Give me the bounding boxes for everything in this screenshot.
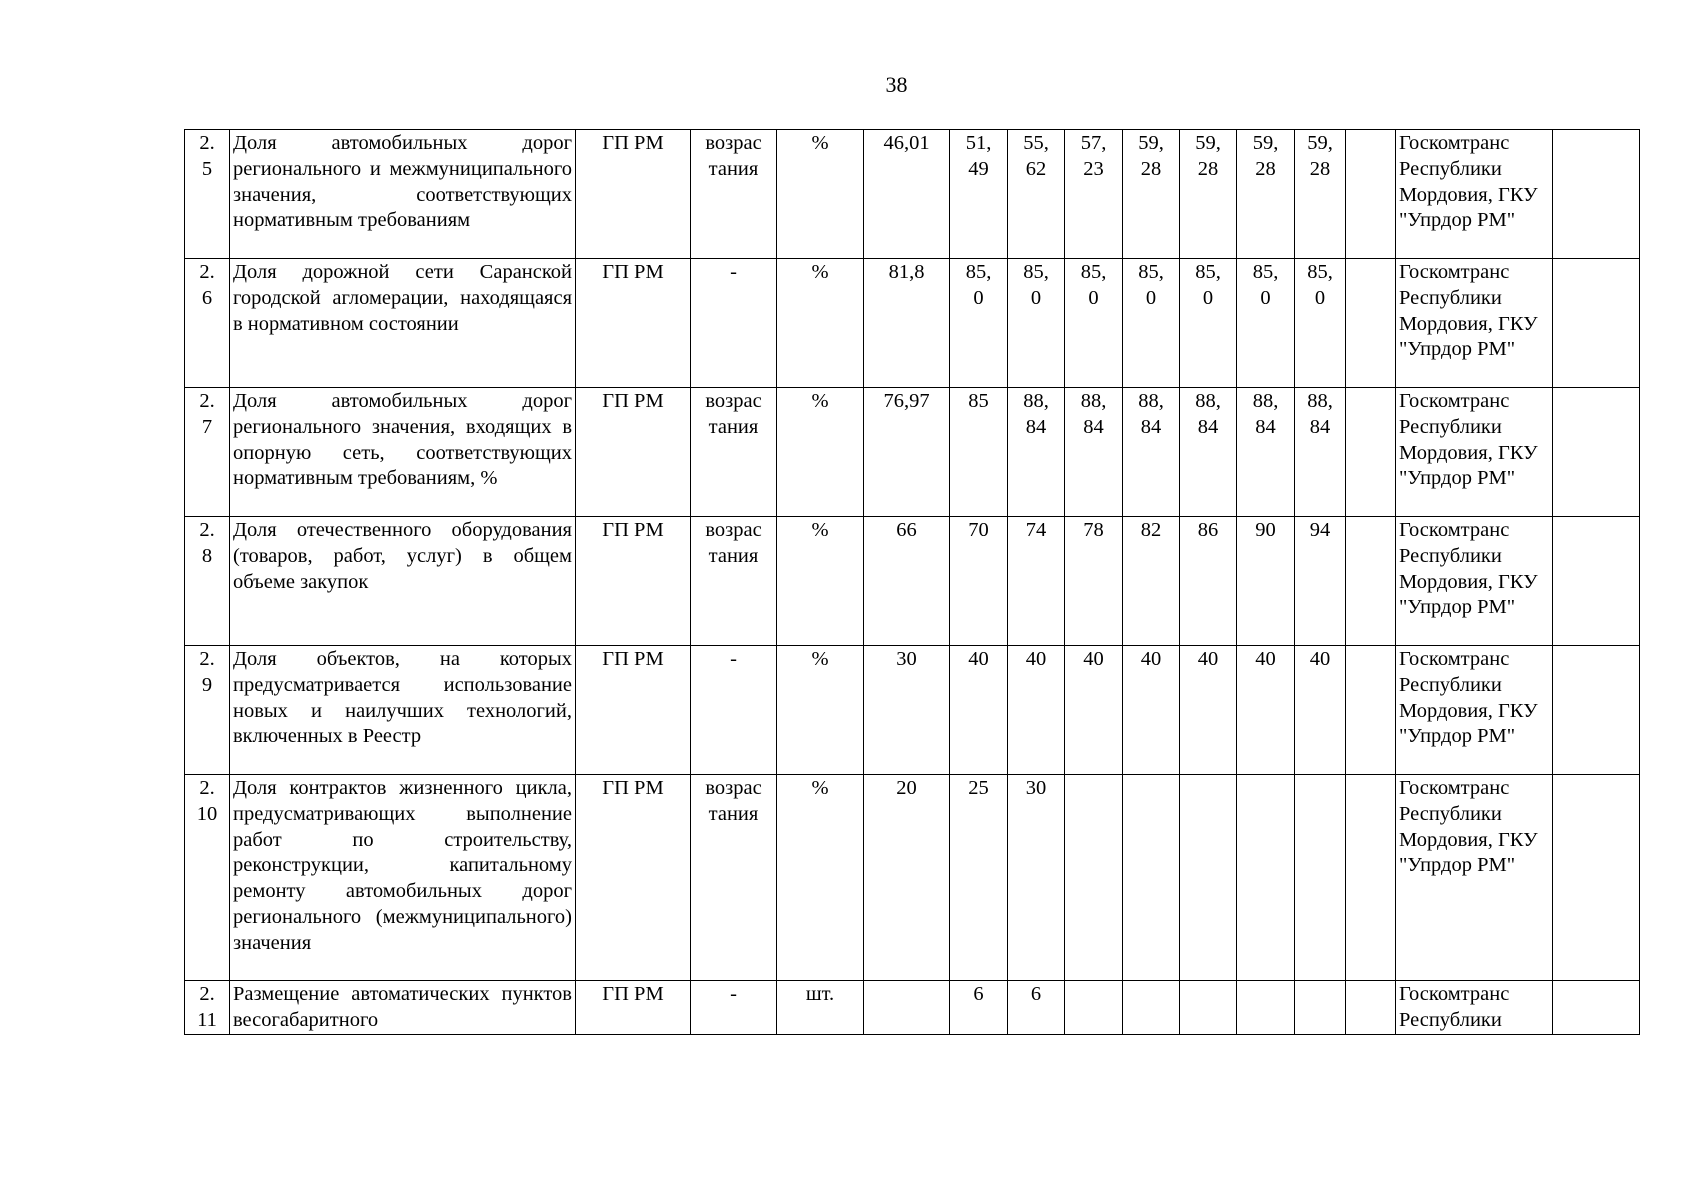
- row-number: 2. 7: [185, 388, 230, 517]
- year-value-cell: 85, 0: [1008, 259, 1065, 388]
- year-value-cell: 85: [950, 388, 1008, 517]
- row-number: 2. 9: [185, 646, 230, 775]
- year-value-cell: [1065, 775, 1123, 981]
- unit-cell: %: [777, 388, 864, 517]
- year-value-cell: 40: [1065, 646, 1123, 775]
- year-value-cell: 57, 23: [1065, 130, 1123, 259]
- year-value-cell: 6: [950, 981, 1008, 1035]
- row-number: 2. 10: [185, 775, 230, 981]
- program-cell: ГП РМ: [576, 517, 691, 646]
- year-value-cell: [1065, 981, 1123, 1035]
- responsible-cell: Госкомтранс Республики Мордовия, ГКУ "Упрдор РМ": [1396, 388, 1553, 517]
- responsible-cell: Госкомтранс Республики Мордовия, ГКУ "Упрдор РМ": [1396, 775, 1553, 981]
- year-value-cell: 78: [1065, 517, 1123, 646]
- year-value-cell: 85, 0: [1180, 259, 1237, 388]
- indicator-name: Доля объектов, на которых предусматривается использование новых и наилучших технологий, включенных в Реестр: [230, 646, 576, 775]
- table-row: [185, 388, 1640, 517]
- indicator-name: Размещение автоматических пунктов весогабаритного: [230, 981, 576, 1035]
- year-value-cell: 85, 0: [1295, 259, 1346, 388]
- table-body: [185, 130, 1640, 1035]
- year-value-cell: 90: [1237, 517, 1295, 646]
- year-value-cell: 70: [950, 517, 1008, 646]
- base-value-cell: 76,97: [864, 388, 950, 517]
- year-value-cell: 85, 0: [1237, 259, 1295, 388]
- indicator-name: Доля контрактов жизненного цикла, предусматривающих выполнение работ по строительству, реконструкции, капитальному ремонту автомобильных дорог регионального (межмуниципального) значения: [230, 775, 576, 981]
- direction-cell: -: [691, 981, 777, 1035]
- year-value-cell: [1123, 775, 1180, 981]
- base-value-cell: 20: [864, 775, 950, 981]
- year-value-cell: 82: [1123, 517, 1180, 646]
- year-value-cell: 88, 84: [1008, 388, 1065, 517]
- year-value-cell: [1346, 388, 1396, 517]
- year-value-cell: [1180, 981, 1237, 1035]
- extra-cell: [1553, 775, 1640, 981]
- program-cell: ГП РМ: [576, 646, 691, 775]
- table-row: [185, 130, 1640, 259]
- year-value-cell: 88, 84: [1065, 388, 1123, 517]
- year-value-cell: 74: [1008, 517, 1065, 646]
- year-value-cell: 59, 28: [1295, 130, 1346, 259]
- responsible-cell: Госкомтранс Республики: [1396, 981, 1553, 1035]
- program-cell: ГП РМ: [576, 388, 691, 517]
- program-cell: ГП РМ: [576, 130, 691, 259]
- year-value-cell: [1346, 775, 1396, 981]
- year-value-cell: [1346, 981, 1396, 1035]
- program-cell: ГП РМ: [576, 775, 691, 981]
- unit-cell: %: [777, 259, 864, 388]
- year-value-cell: 94: [1295, 517, 1346, 646]
- year-value-cell: 88, 84: [1295, 388, 1346, 517]
- base-value-cell: 30: [864, 646, 950, 775]
- table-row: [185, 775, 1640, 981]
- indicator-name: Доля автомобильных дорог регионального и межмуниципального значения, соответствующих нормативным требованиям: [230, 130, 576, 259]
- indicator-name: Доля дорожной сети Саранской городской агломерации, находящаяся в нормативном состоянии: [230, 259, 576, 388]
- base-value-cell: [864, 981, 950, 1035]
- year-value-cell: 59, 28: [1180, 130, 1237, 259]
- year-value-cell: 40: [1180, 646, 1237, 775]
- extra-cell: [1553, 981, 1640, 1035]
- year-value-cell: 25: [950, 775, 1008, 981]
- year-value-cell: 51, 49: [950, 130, 1008, 259]
- table-row: [185, 259, 1640, 388]
- year-value-cell: 88, 84: [1237, 388, 1295, 517]
- unit-cell: %: [777, 646, 864, 775]
- direction-cell: возрас тания: [691, 775, 777, 981]
- direction-cell: -: [691, 646, 777, 775]
- year-value-cell: [1295, 981, 1346, 1035]
- row-number: 2. 6: [185, 259, 230, 388]
- direction-cell: -: [691, 259, 777, 388]
- unit-cell: шт.: [777, 981, 864, 1035]
- year-value-cell: 40: [1123, 646, 1180, 775]
- year-value-cell: 88, 84: [1180, 388, 1237, 517]
- year-value-cell: 85, 0: [1065, 259, 1123, 388]
- table-row: [185, 517, 1640, 646]
- page-number: 38: [885, 72, 908, 97]
- extra-cell: [1553, 259, 1640, 388]
- table-row: [185, 646, 1640, 775]
- base-value-cell: 46,01: [864, 130, 950, 259]
- year-value-cell: [1237, 981, 1295, 1035]
- year-value-cell: 40: [1008, 646, 1065, 775]
- year-value-cell: 88, 84: [1123, 388, 1180, 517]
- responsible-cell: Госкомтранс Республики Мордовия, ГКУ "Упрдор РМ": [1396, 517, 1553, 646]
- responsible-cell: Госкомтранс Республики Мордовия, ГКУ "Упрдор РМ": [1396, 646, 1553, 775]
- base-value-cell: 81,8: [864, 259, 950, 388]
- program-cell: ГП РМ: [576, 259, 691, 388]
- year-value-cell: 59, 28: [1237, 130, 1295, 259]
- year-value-cell: 59, 28: [1123, 130, 1180, 259]
- year-value-cell: 30: [1008, 775, 1065, 981]
- year-value-cell: [1237, 775, 1295, 981]
- table-row: [185, 981, 1640, 1035]
- year-value-cell: [1123, 981, 1180, 1035]
- year-value-cell: 40: [1237, 646, 1295, 775]
- year-value-cell: 40: [950, 646, 1008, 775]
- year-value-cell: [1346, 259, 1396, 388]
- unit-cell: %: [777, 775, 864, 981]
- direction-cell: возрас тания: [691, 388, 777, 517]
- extra-cell: [1553, 388, 1640, 517]
- extra-cell: [1553, 517, 1640, 646]
- row-number: 2. 11: [185, 981, 230, 1035]
- direction-cell: возрас тания: [691, 517, 777, 646]
- year-value-cell: [1346, 517, 1396, 646]
- responsible-cell: Госкомтранс Республики Мордовия, ГКУ "Упрдор РМ": [1396, 130, 1553, 259]
- responsible-cell: Госкомтранс Республики Мордовия, ГКУ "Упрдор РМ": [1396, 259, 1553, 388]
- year-value-cell: 85, 0: [950, 259, 1008, 388]
- extra-cell: [1553, 130, 1640, 259]
- year-value-cell: 86: [1180, 517, 1237, 646]
- base-value-cell: 66: [864, 517, 950, 646]
- row-number: 2. 5: [185, 130, 230, 259]
- year-value-cell: [1346, 646, 1396, 775]
- unit-cell: %: [777, 517, 864, 646]
- extra-cell: [1553, 646, 1640, 775]
- row-number: 2. 8: [185, 517, 230, 646]
- year-value-cell: 6: [1008, 981, 1065, 1035]
- year-value-cell: 55, 62: [1008, 130, 1065, 259]
- indicator-name: Доля отечественного оборудования (товаров, работ, услуг) в общем объеме закупок: [230, 517, 576, 646]
- indicator-name: Доля автомобильных дорог регионального значения, входящих в опорную сеть, соответствующих нормативным требованиям, %: [230, 388, 576, 517]
- year-value-cell: 40: [1295, 646, 1346, 775]
- program-cell: ГП РМ: [576, 981, 691, 1035]
- year-value-cell: [1295, 775, 1346, 981]
- indicators-table: [184, 129, 1640, 1035]
- year-value-cell: [1346, 130, 1396, 259]
- year-value-cell: [1180, 775, 1237, 981]
- year-value-cell: 85, 0: [1123, 259, 1180, 388]
- direction-cell: возрас тания: [691, 130, 777, 259]
- unit-cell: %: [777, 130, 864, 259]
